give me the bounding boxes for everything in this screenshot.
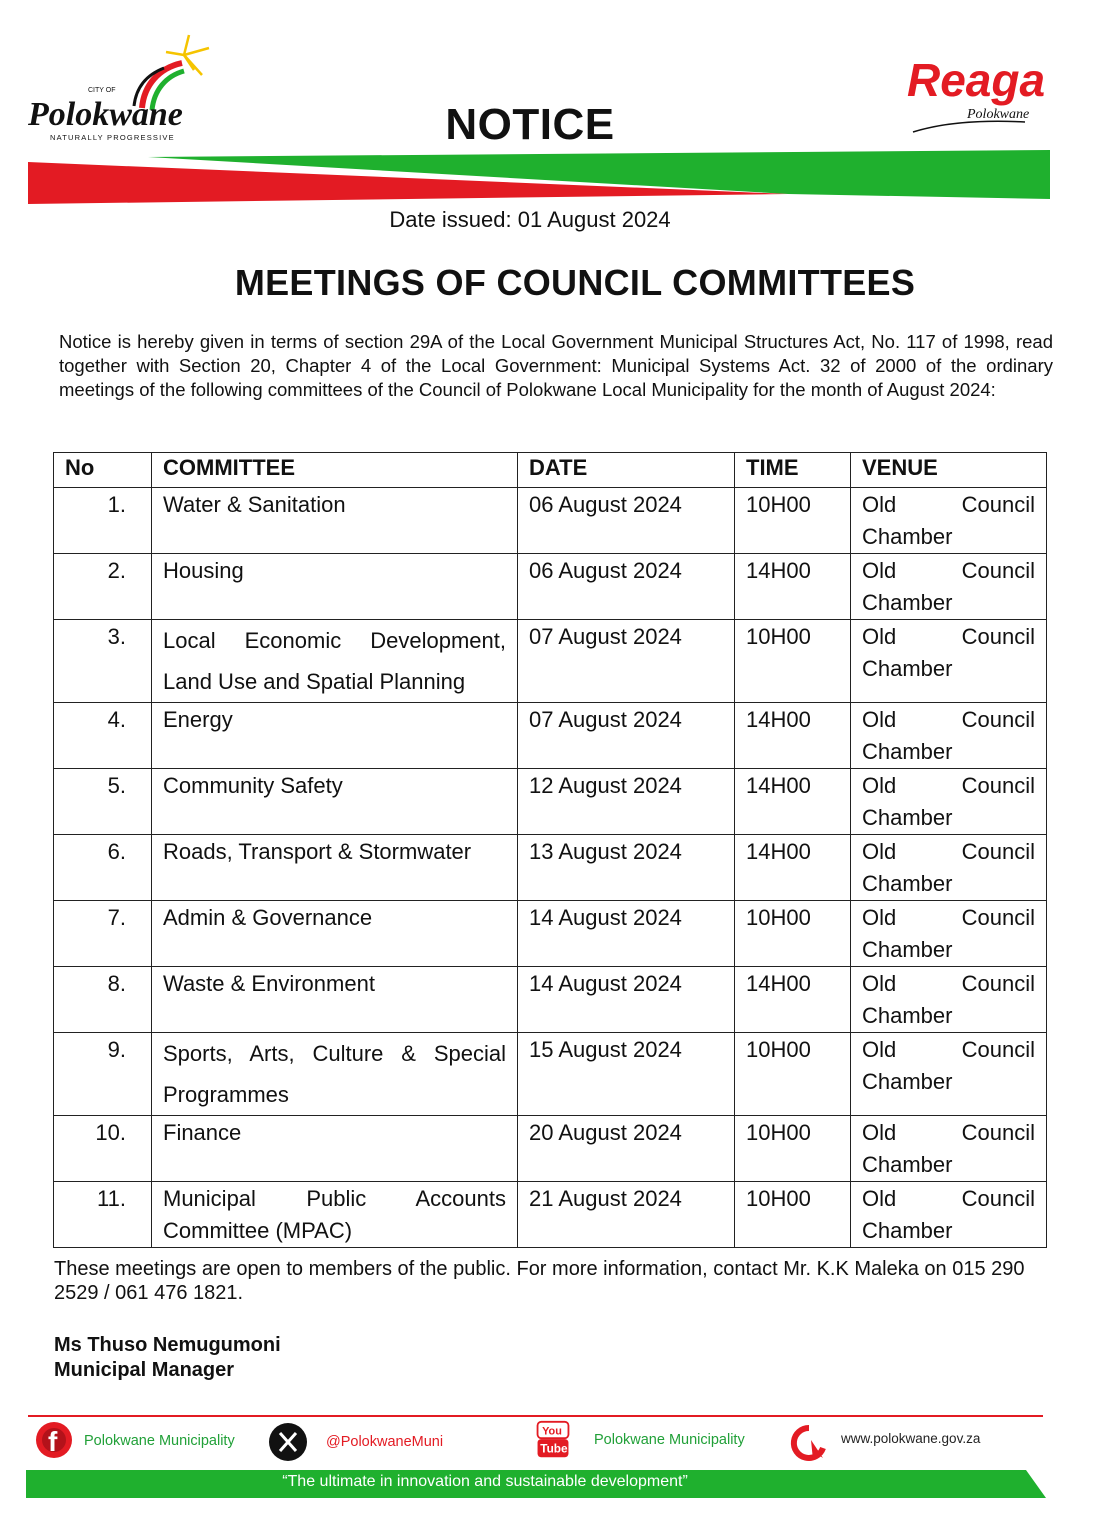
venue-word-chamber: Chamber bbox=[862, 739, 953, 764]
date-cell: 07 August 2024 bbox=[518, 703, 735, 769]
committee-schedule-table bbox=[53, 452, 1047, 1248]
venue-word-old: Old bbox=[862, 624, 897, 649]
table-row bbox=[54, 769, 1047, 835]
venue-cell bbox=[851, 703, 1047, 769]
youtube-icon-bottom-text: Tube bbox=[540, 1441, 568, 1456]
signatory-name: Ms Thuso Nemugumoni bbox=[54, 1334, 281, 1356]
row-number-cell: 7. bbox=[54, 901, 152, 967]
venue-cell bbox=[851, 620, 1047, 703]
table-row bbox=[54, 620, 1047, 703]
venue-line bbox=[862, 704, 1035, 736]
reaga-logo-text: Reaga bbox=[907, 54, 1046, 106]
venue-line bbox=[862, 621, 1035, 653]
venue-cell bbox=[851, 967, 1047, 1033]
venue-line bbox=[862, 968, 1035, 1000]
venue-word-council: Council bbox=[961, 1186, 1035, 1211]
row-number-cell: 3. bbox=[54, 620, 152, 703]
venue-cell bbox=[851, 1116, 1047, 1182]
table-row bbox=[54, 488, 1047, 554]
closing-paragraph: These meetings are open to members of the public. For more information, contact Mr. K.K Maleka on 015 290 2529 / 061 476 1821. bbox=[54, 1258, 1025, 1304]
footer-divider bbox=[28, 1415, 1043, 1417]
venue-line bbox=[862, 1117, 1035, 1149]
time-cell: 10H00 bbox=[735, 1033, 851, 1116]
signatory-title: Municipal Manager bbox=[54, 1359, 235, 1381]
venue-line bbox=[862, 770, 1035, 802]
youtube-icon[interactable] bbox=[533, 1420, 573, 1460]
website-link[interactable]: www.polokwane.gov.za bbox=[841, 1431, 981, 1446]
venue-word-old: Old bbox=[862, 707, 897, 732]
column-header-date: DATE bbox=[518, 453, 735, 488]
venue-word-chamber: Chamber bbox=[862, 1003, 953, 1028]
venue-cell bbox=[851, 1033, 1047, 1116]
signature-block bbox=[54, 1333, 281, 1383]
venue-word-chamber: Chamber bbox=[862, 871, 953, 896]
venue-word-council: Council bbox=[961, 624, 1035, 649]
venue-word-old: Old bbox=[862, 558, 897, 583]
venue-word-old: Old bbox=[862, 492, 897, 517]
table-row bbox=[54, 1182, 1047, 1248]
venue-word-old: Old bbox=[862, 773, 897, 798]
committee-cell: Energy bbox=[152, 703, 518, 769]
youtube-icon-top-text: You bbox=[542, 1425, 562, 1438]
table-row bbox=[54, 901, 1047, 967]
venue-cell bbox=[851, 835, 1047, 901]
time-cell: 10H00 bbox=[735, 488, 851, 554]
date-cell: 14 August 2024 bbox=[518, 901, 735, 967]
date-cell: 06 August 2024 bbox=[518, 488, 735, 554]
time-cell: 10H00 bbox=[735, 620, 851, 703]
date-cell: 14 August 2024 bbox=[518, 967, 735, 1033]
venue-word-council: Council bbox=[961, 558, 1035, 583]
venue-cell bbox=[851, 901, 1047, 967]
venue-word-old: Old bbox=[862, 839, 897, 864]
x-link[interactable]: @PolokwaneMuni bbox=[326, 1434, 444, 1450]
row-number-cell: 4. bbox=[54, 703, 152, 769]
logo-tagline-text: NATURALLY PROGRESSIVE bbox=[50, 133, 175, 142]
date-cell: 06 August 2024 bbox=[518, 554, 735, 620]
venue-line bbox=[862, 489, 1035, 521]
committee-cell: Community Safety bbox=[152, 769, 518, 835]
committee-cell: Waste & Environment bbox=[152, 967, 518, 1033]
time-cell: 14H00 bbox=[735, 835, 851, 901]
time-cell: 14H00 bbox=[735, 554, 851, 620]
footer-slogan: “The ultimate in innovation and sustainable development” bbox=[282, 1473, 688, 1490]
venue-line bbox=[862, 902, 1035, 934]
time-cell: 14H00 bbox=[735, 769, 851, 835]
venue-line bbox=[862, 1183, 1035, 1215]
table-row bbox=[54, 967, 1047, 1033]
row-number-cell: 11. bbox=[54, 1182, 152, 1248]
time-cell: 10H00 bbox=[735, 1116, 851, 1182]
committee-cell: Housing bbox=[152, 554, 518, 620]
committee-cell: Local Economic Development, Land Use and Spatial Planning bbox=[152, 620, 518, 703]
committee-cell: Sports, Arts, Culture & Special Programmes bbox=[152, 1033, 518, 1116]
time-cell: 14H00 bbox=[735, 703, 851, 769]
time-cell: 10H00 bbox=[735, 901, 851, 967]
row-number-cell: 5. bbox=[54, 769, 152, 835]
logo-city-of-text: CITY OF bbox=[88, 87, 116, 94]
date-issued: Date issued: 01 August 2024 bbox=[389, 207, 671, 232]
youtube-link[interactable]: Polokwane Municipality bbox=[594, 1432, 745, 1448]
facebook-link[interactable]: Polokwane Municipality bbox=[84, 1433, 235, 1449]
venue-word-chamber: Chamber bbox=[862, 524, 953, 549]
venue-word-council: Council bbox=[961, 905, 1035, 930]
row-number-cell: 2. bbox=[54, 554, 152, 620]
table-row bbox=[54, 835, 1047, 901]
committee-cell: Finance bbox=[152, 1116, 518, 1182]
date-cell: 07 August 2024 bbox=[518, 620, 735, 703]
venue-word-council: Council bbox=[961, 1120, 1035, 1145]
venue-word-old: Old bbox=[862, 1186, 897, 1211]
venue-word-council: Council bbox=[961, 839, 1035, 864]
venue-word-chamber: Chamber bbox=[862, 656, 953, 681]
column-header-committee: COMMITTEE bbox=[152, 453, 518, 488]
venue-word-old: Old bbox=[862, 1037, 897, 1062]
column-header-venue: VENUE bbox=[851, 453, 1047, 488]
main-heading: MEETINGS OF COUNCIL COMMITTEES bbox=[234, 262, 916, 303]
venue-word-chamber: Chamber bbox=[862, 1152, 953, 1177]
venue-cell bbox=[851, 488, 1047, 554]
venue-word-council: Council bbox=[961, 1037, 1035, 1062]
intro-paragraph: Notice is hereby given in terms of section 29A of the Local Government Municipal Structures Act, No. 117 of 1998, read together with Section 20, Chapter 4 of the Local Government: Municipal Systems Act. 32 of 2000 of the ordinary meetings of the following committees of the Council of Polokwane Local Municipality for the month of August 2024: bbox=[59, 331, 1053, 400]
committee-cell: Admin & Governance bbox=[152, 901, 518, 967]
venue-word-chamber: Chamber bbox=[862, 805, 953, 830]
column-header-time: TIME bbox=[735, 453, 851, 488]
date-cell: 15 August 2024 bbox=[518, 1033, 735, 1116]
venue-word-chamber: Chamber bbox=[862, 1069, 953, 1094]
notice-title: NOTICE bbox=[445, 100, 615, 149]
venue-word-old: Old bbox=[862, 1120, 897, 1145]
logo-polokwane-text: Polokwane bbox=[28, 96, 183, 133]
table-row bbox=[54, 703, 1047, 769]
table-header-row bbox=[54, 453, 1047, 488]
row-number-cell: 6. bbox=[54, 835, 152, 901]
row-number-cell: 9. bbox=[54, 1033, 152, 1116]
date-cell: 21 August 2024 bbox=[518, 1182, 735, 1248]
venue-word-chamber: Chamber bbox=[862, 937, 953, 962]
date-cell: 12 August 2024 bbox=[518, 769, 735, 835]
time-cell: 14H00 bbox=[735, 967, 851, 1033]
venue-word-old: Old bbox=[862, 971, 897, 996]
row-number-cell: 1. bbox=[54, 488, 152, 554]
web-icon[interactable] bbox=[789, 1424, 829, 1464]
date-cell: 20 August 2024 bbox=[518, 1116, 735, 1182]
committee-cell: Water & Sanitation bbox=[152, 488, 518, 554]
venue-cell bbox=[851, 1182, 1047, 1248]
row-number-cell: 10. bbox=[54, 1116, 152, 1182]
header-banner bbox=[28, 150, 1050, 208]
table-row bbox=[54, 1116, 1047, 1182]
venue-word-chamber: Chamber bbox=[862, 590, 953, 615]
column-header-no: No bbox=[54, 453, 152, 488]
facebook-icon[interactable] bbox=[34, 1420, 74, 1460]
venue-cell bbox=[851, 769, 1047, 835]
venue-word-council: Council bbox=[961, 492, 1035, 517]
venue-word-old: Old bbox=[862, 905, 897, 930]
reaga-logo-sub: Polokwane bbox=[967, 107, 1030, 122]
table-row bbox=[54, 1033, 1047, 1116]
svg-text:f: f bbox=[48, 1426, 58, 1457]
x-icon[interactable] bbox=[268, 1422, 308, 1462]
date-cell: 13 August 2024 bbox=[518, 835, 735, 901]
venue-word-chamber: Chamber bbox=[862, 1218, 953, 1243]
venue-word-council: Council bbox=[961, 971, 1035, 996]
venue-word-council: Council bbox=[961, 773, 1035, 798]
committee-cell: Municipal Public Accounts Committee (MPAC) bbox=[152, 1182, 518, 1248]
venue-cell bbox=[851, 554, 1047, 620]
time-cell: 10H00 bbox=[735, 1182, 851, 1248]
venue-line bbox=[862, 836, 1035, 868]
venue-line bbox=[862, 555, 1035, 587]
table-row bbox=[54, 554, 1047, 620]
committee-cell: Roads, Transport & Stormwater bbox=[152, 835, 518, 901]
venue-line bbox=[862, 1034, 1035, 1066]
venue-word-council: Council bbox=[961, 707, 1035, 732]
row-number-cell: 8. bbox=[54, 967, 152, 1033]
